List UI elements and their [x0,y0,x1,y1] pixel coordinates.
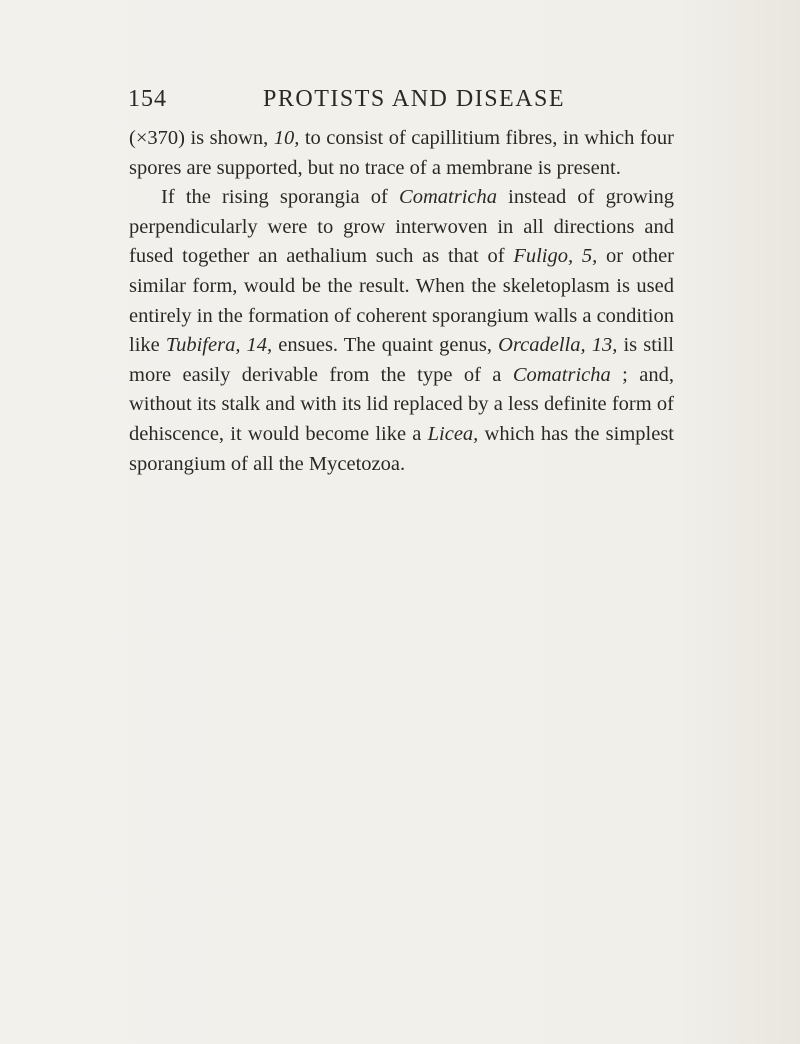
genus-name: Comatricha [399,186,497,209]
text-run: instead of growing perpendicularly were to grow interwoven in all directions and fused together an aethalium such as that of [129,186,674,268]
genus-name: Tubifera, 14, [165,334,273,357]
running-head: PROTISTS AND DISEASE [263,86,566,112]
paragraph [129,124,674,183]
genus-name: Licea, [427,422,479,445]
page-number: 154 [128,86,167,112]
text-run: ensues. The quaint genus, [272,334,499,357]
text-run: or other similar form, would be the result. When the skeletoplasm is used entirely in the formation of coherent sporangium walls a condition like [129,245,675,357]
page-header [128,86,673,120]
text-run: which has the simplest sporangium of all the Mycetozoa. [129,422,675,475]
body-text [129,124,674,479]
figure-reference: 10, [273,127,300,149]
paragraph [129,183,674,479]
text-run: (×370) is shown, [129,127,274,149]
text-run: If the rising sporangia of [161,186,400,209]
genus-name: Orcadella, 13, [498,334,618,357]
text-run: ; and, without its stalk and with its lid replaced by a less definite form of dehiscence, it would become like a [129,363,674,445]
text-run: to consist of capillitium fibres, in which four spores are supported, but no trace of a membrane is present. [129,127,674,179]
genus-name: Comatricha [512,363,611,386]
text-run: is still more easily derivable from the type of a [129,334,674,386]
genus-name: Fuligo, 5, [513,245,598,268]
